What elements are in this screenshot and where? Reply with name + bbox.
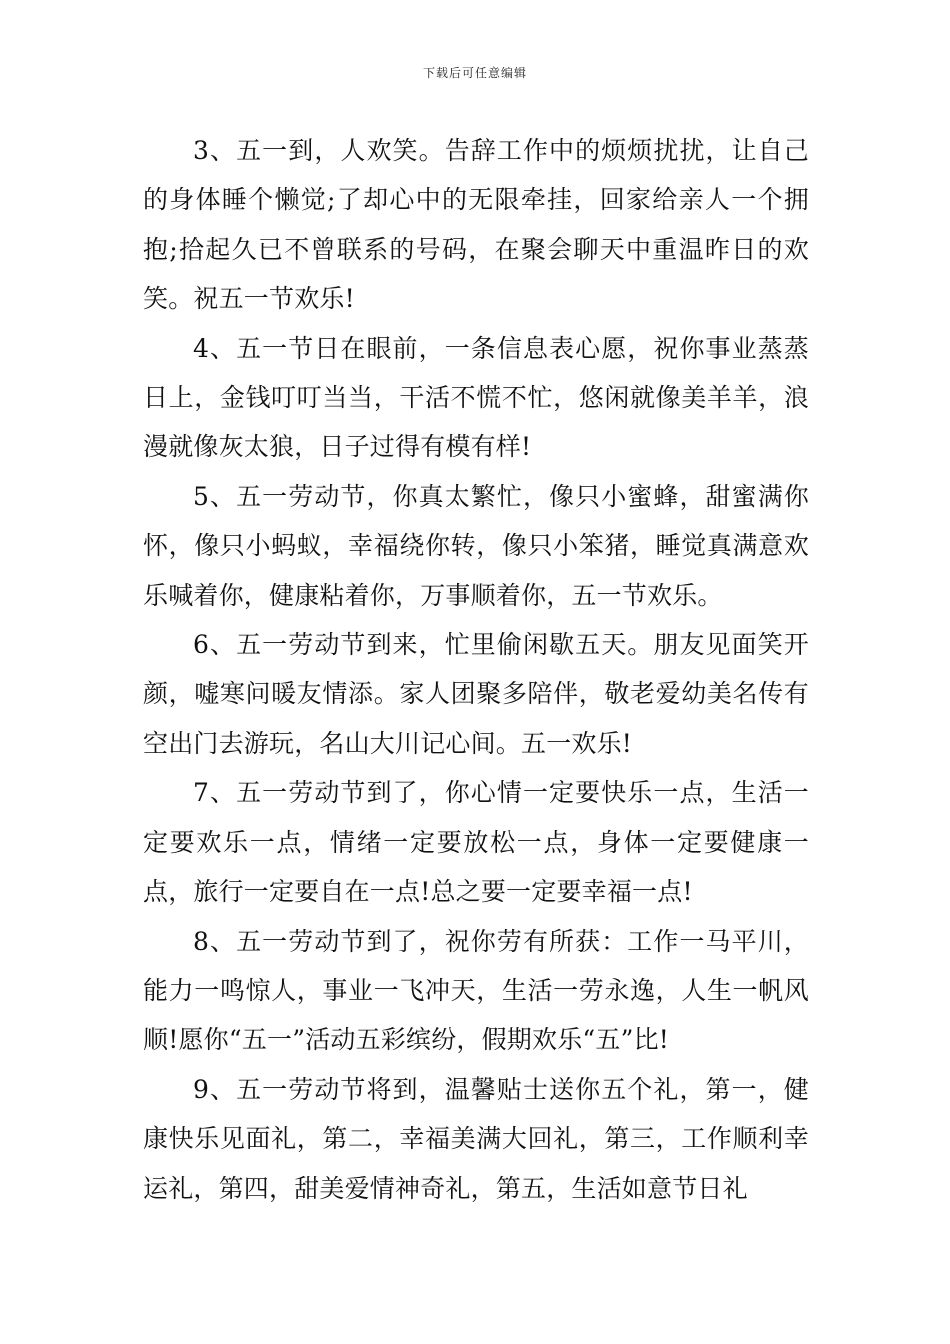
document-body bbox=[143, 126, 809, 1213]
paragraph-5: 5、五一劳动节，你真太繁忙，像只小蜜蜂，甜蜜满你怀，像只小蚂蚁，幸福绕你转，像只小笨猪，睡觉真满意欢乐喊着你，健康粘着你，万事顺着你，五一节欢乐。 bbox=[143, 481, 809, 610]
page-header: 下载后可任意编辑 bbox=[422, 66, 527, 80]
paragraph-9: 9、五一劳动节将到，温馨贴士送你五个礼，第一，健康快乐见面礼，第二，幸福美满大回礼，第三，工作顺利幸运礼，第四，甜美爱情神奇礼，第五，生活如意节日礼 bbox=[143, 1074, 809, 1203]
paragraph-3: 3、五一到，人欢笑。告辞工作中的烦烦扰扰，让自己的身体睡个懒觉;了却心中的无限牵挂，回家给亲人一个拥抱;拾起久已不曾联系的号码，在聚会聊天中重温昨日的欢笑。祝五一节欢乐! bbox=[143, 136, 809, 314]
paragraph-7: 7、五一劳动节到了，你心情一定要快乐一点，生活一定要欢乐一点，情绪一定要放松一点，身体一定要健康一点，旅行一定要自在一点!总之要一定要幸福一点! bbox=[143, 778, 809, 907]
paragraph-4: 4、五一节日在眼前，一条信息表心愿，祝你事业蒸蒸日上，金钱叮叮当当，干活不慌不忙，悠闲就像美羊羊，浪漫就像灰太狼，日子过得有模有样! bbox=[143, 333, 809, 462]
paragraph-6: 6、五一劳动节到来，忙里偷闲歇五天。朋友见面笑开颜，嘘寒问暖友情添。家人团聚多陪伴，敬老爱幼美名传有空出门去游玩，名山大川记心间。五一欢乐! bbox=[143, 630, 809, 758]
paragraph-8: 8、五一劳动节到了，祝你劳有所获：工作一马平川，能力一鸣惊人，事业一飞冲天，生活一劳永逸，人生一帆风顺!愿你“五一”活动五彩缤纷，假期欢乐“五”比! bbox=[143, 926, 809, 1055]
